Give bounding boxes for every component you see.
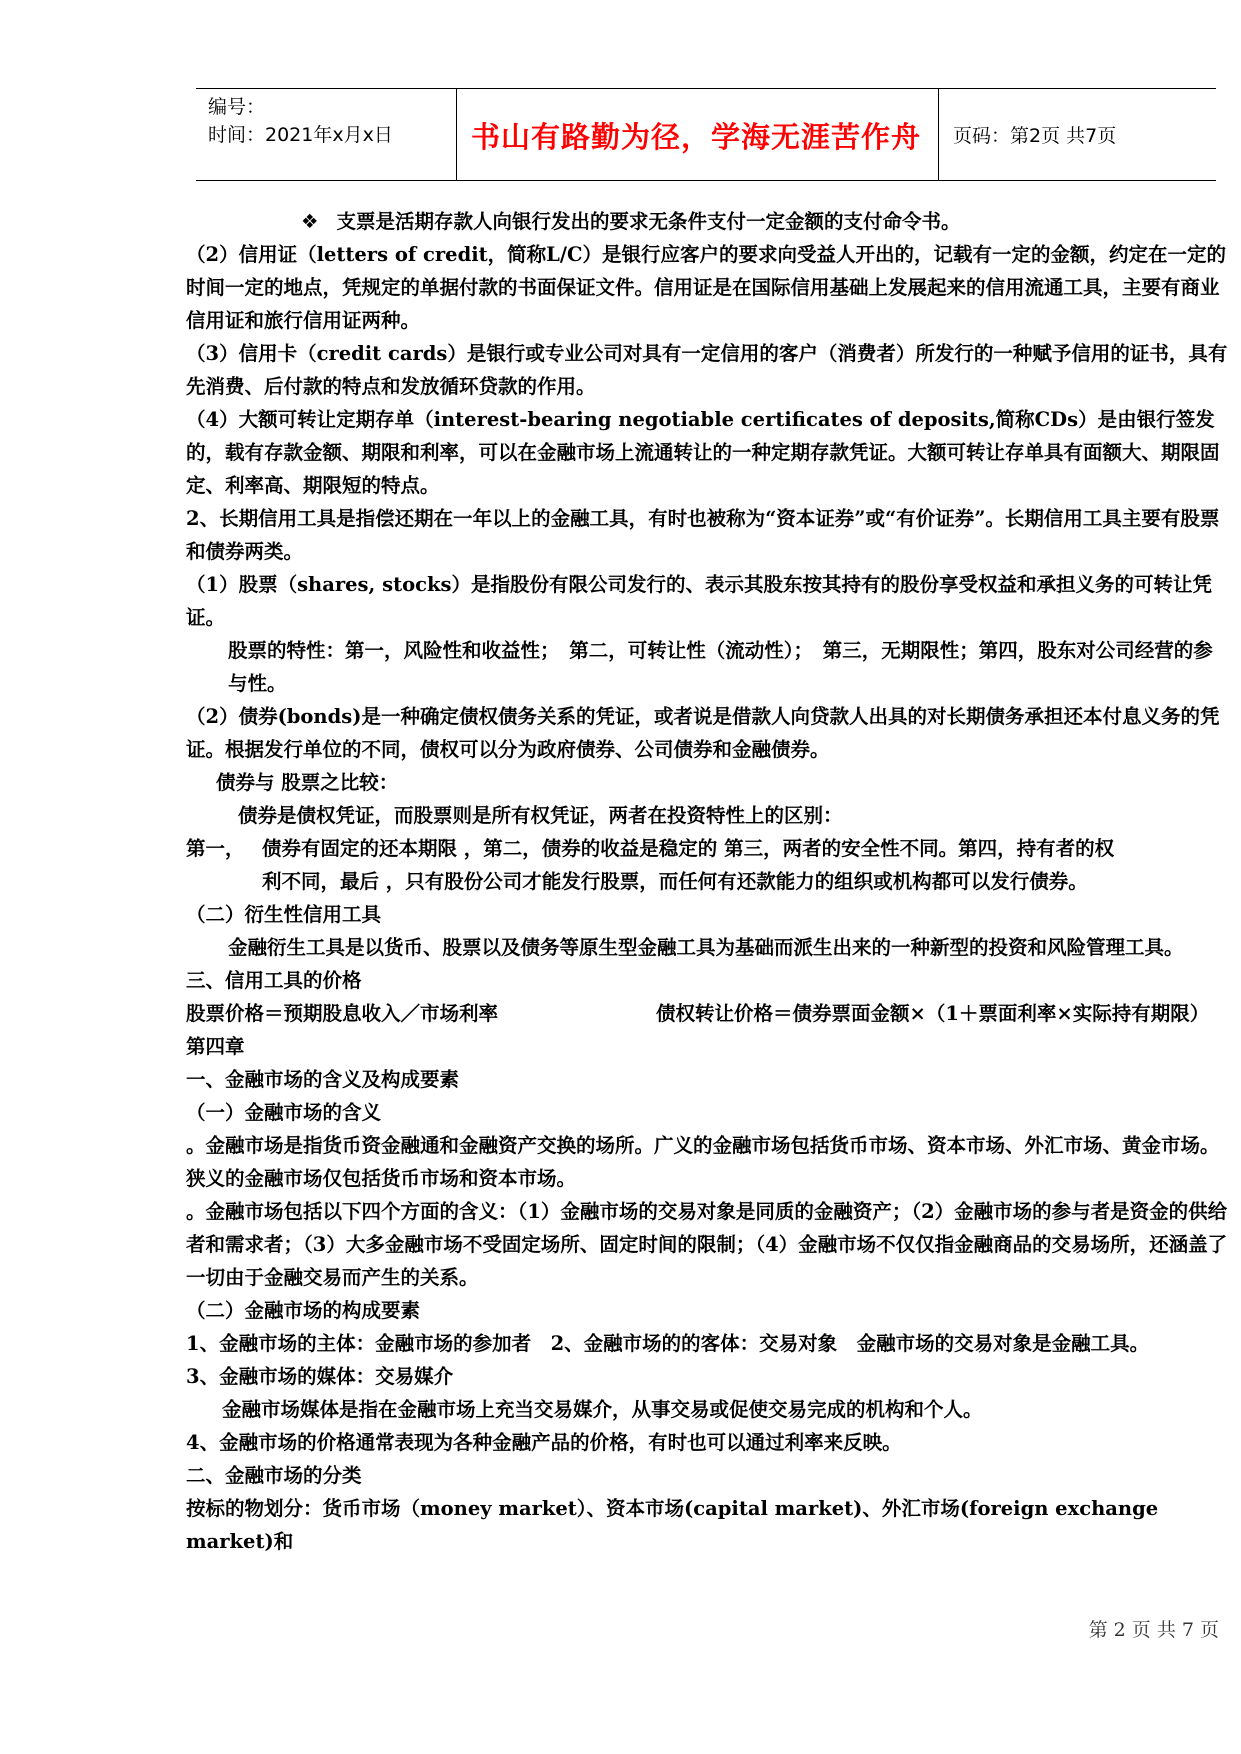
hanging-label: 第一， bbox=[186, 837, 245, 860]
paragraph-line: 债券有固定的还本期限 ，第二，债券的收益是稳定的 第三，两者的安全性不同。第四，持有者的权 bbox=[262, 837, 1115, 860]
paragraph: 4、金融市场的价格通常表现为各种金融产品的价格，有时也可以通过利率来反映。 bbox=[186, 1431, 902, 1454]
header-divider bbox=[938, 89, 939, 180]
document-number: 编号： bbox=[208, 96, 266, 118]
paragraph: 3、金融市场的媒体：交易媒介 bbox=[186, 1365, 454, 1388]
paragraph-line: 利不同，最后 ，只有股份公司才能发行股票，而任何有还款能力的组织或机构都可以发行债券。 bbox=[262, 870, 1088, 893]
section-heading: 三、信用工具的价格 bbox=[186, 969, 362, 992]
section-heading: 二、金融市场的分类 bbox=[186, 1464, 362, 1487]
paragraph: 。金融市场是指货币资金融通和金融资产交换的场所。广义的金融市场包括货币市场、资本市场、外汇市场、黄金市场。狭义的金融市场仅包括货币市场和资本市场。 bbox=[186, 1134, 1220, 1190]
formula-row bbox=[186, 997, 1231, 1030]
paragraph: 金融市场媒体是指在金融市场上充当交易媒介，从事交易或促使交易完成的机构和个人。 bbox=[222, 1398, 983, 1421]
paragraph-text: 支票是活期存款人向银行发出的要求无条件支付一定金额的支付命令书。 bbox=[336, 210, 961, 233]
subsection-heading: （二）金融市场的构成要素 bbox=[186, 1299, 421, 1322]
document-time: 时间：2021年x月x日 bbox=[208, 124, 393, 146]
bullet-paragraph bbox=[186, 205, 1231, 238]
paragraph: 。金融市场包括以下四个方面的含义：（1）金融市场的交易对象是同质的金融资产；（2）金融市场的参与者是资金的供给者和需求者；（3）大多金融市场不受固定场所、固定时间的限制；（4）金融市场不仅仅指金融商品的交易场所，还涵盖了一切由于金融交易而产生的关系。 bbox=[186, 1200, 1228, 1289]
paragraph: 股票的特性：第一，风险性和收益性； 第二，可转让性（流动性）； 第三，无期限性；第四，股东对公司经营的参与性。 bbox=[228, 639, 1213, 695]
section-heading: （二）衍生性信用工具 bbox=[186, 903, 382, 926]
chapter-heading: 第四章 bbox=[186, 1035, 245, 1058]
header-meta bbox=[208, 93, 393, 149]
paragraph: 金融衍生工具是以货币、股票以及债务等原生型金融工具为基础而派生出来的一种新型的投资和风险管理工具。 bbox=[228, 936, 1184, 959]
paragraph: （4）大额可转让定期存单（interest-bearing negotiable certificates of deposits,简称CDs）是由银行签发的，载有存款金额、期限和利率，可以在金融市场上流通转让的一种定期存款凭证。大额可转让存单具有面额大、期限固定、利率高、期限短的特点。 bbox=[186, 408, 1220, 497]
header-page-number: 页码：第2页 共7页 bbox=[953, 125, 1117, 147]
paragraph: （1）股票（shares, stocks）是指股份有限公司发行的、表示其股东按其持有的股份享受权益和承担义务的可转让凭证。 bbox=[186, 573, 1212, 629]
diamond-bullet-icon: ❖ bbox=[301, 210, 319, 233]
document-body bbox=[186, 205, 1231, 1558]
hanging-paragraph bbox=[186, 832, 1231, 898]
page-footer: 第 2 页 共 7 页 bbox=[1088, 1619, 1219, 1641]
paragraph: 债券是债权凭证，而股票则是所有权凭证，两者在投资特性上的区别： bbox=[238, 804, 843, 827]
hanging-text bbox=[262, 832, 1231, 898]
section-heading: 一、金融市场的含义及构成要素 bbox=[186, 1068, 460, 1091]
paragraph: 按标的物划分：货币市场（money market）、资本市场(capital market)、外汇市场(foreign exchange market)和 bbox=[186, 1497, 1159, 1553]
paragraph: （2）债券(bonds)是一种确定债权债务关系的凭证，或者说是借款人向贷款人出具的对长期债务承担还本付息义务的凭证。根据发行单位的不同，债权可以分为政府债券、公司债券和金融债券。 bbox=[186, 705, 1220, 761]
stock-price-formula: 股票价格＝预期股息收入／市场利率 bbox=[186, 1002, 499, 1025]
paragraph: （3）信用卡（credit cards）是银行或专业公司对具有一定信用的客户（消费者）所发行的一种赋予信用的证书，具有先消费、后付款的特点和发放循环贷款的作用。 bbox=[186, 342, 1228, 398]
subsection-heading: （一）金融市场的含义 bbox=[186, 1101, 382, 1124]
bond-transfer-price-formula: 债权转让价格＝债券票面金额×（1＋票面利率×实际持有期限） bbox=[656, 1002, 1210, 1025]
paragraph: （2）信用证（letters of credit，简称L/C）是银行应客户的要求向受益人开出的，记载有一定的金额，约定在一定的时间一定的地点，凭规定的单据付款的书面保证文件。信用证是在国际信用基础上发展起来的信用流通工具，主要有商业信用证和旅行信用证两种。 bbox=[186, 243, 1226, 332]
page-header bbox=[196, 88, 1216, 181]
paragraph: 债券与 股票之比较： bbox=[216, 771, 399, 794]
header-motto: 书山有路勤为径，学海无涯苦作舟 bbox=[470, 120, 921, 154]
paragraph: 1、金融市场的主体：金融市场的参加者 2、金融市场的的客体：交易对象 金融市场的交易对象是金融工具。 bbox=[186, 1332, 1150, 1355]
paragraph: 2、长期信用工具是指偿还期在一年以上的金融工具，有时也被称为“资本证券”或“有价证券”。长期信用工具主要有股票和债券两类。 bbox=[186, 507, 1220, 563]
